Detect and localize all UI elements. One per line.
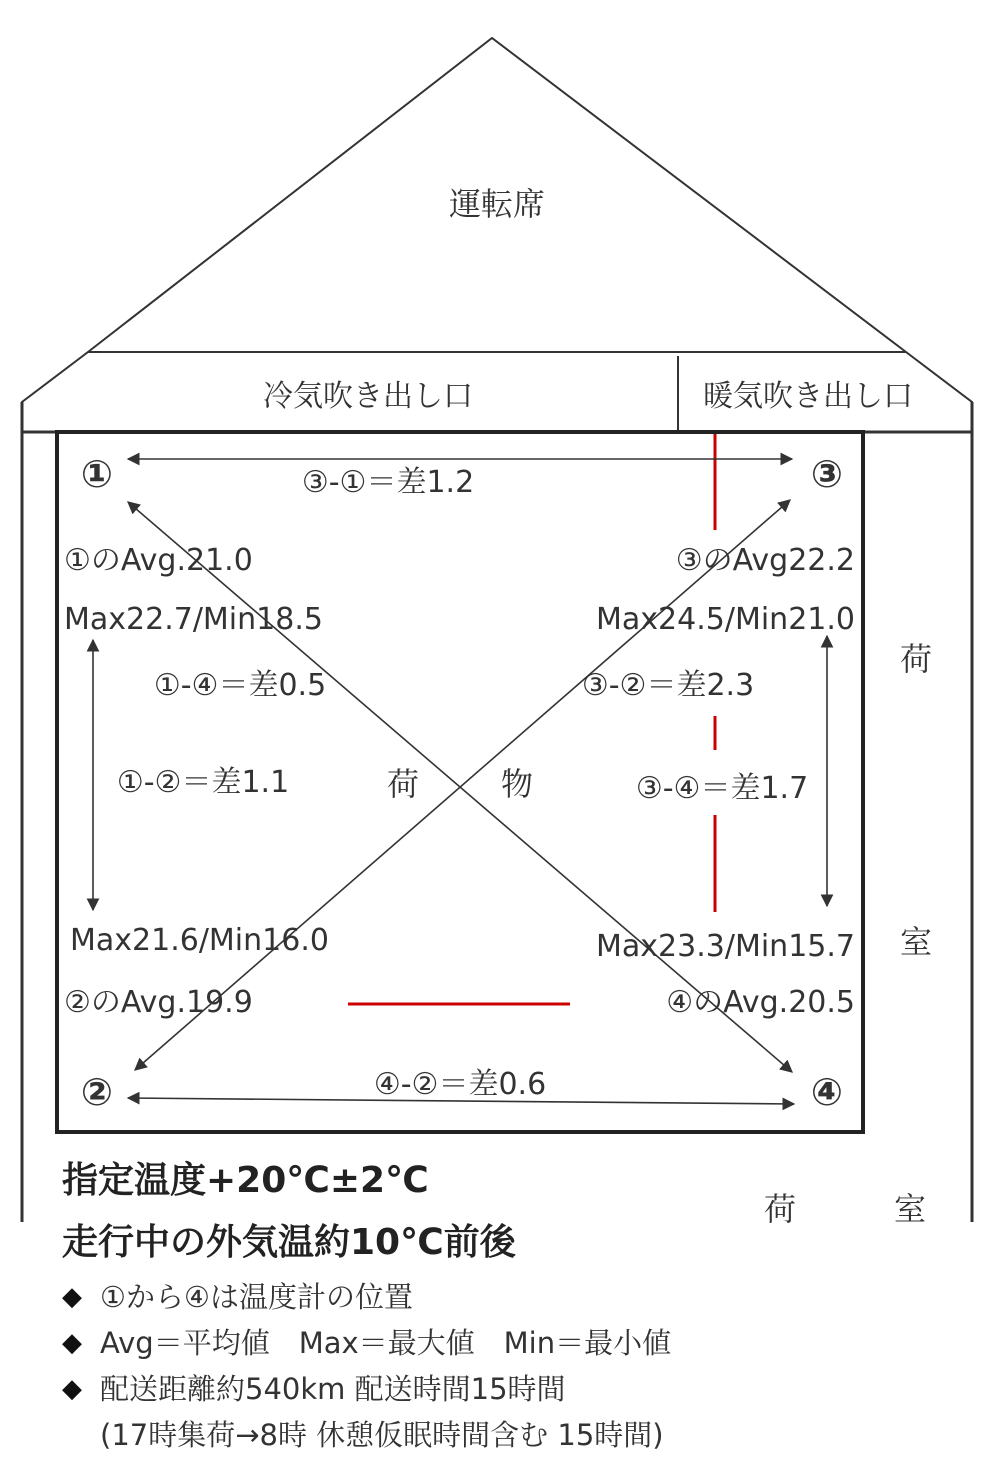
warm-air-vent-label: 暖気吹き出し口 [703, 379, 913, 414]
diff-3-4: ③-④＝差1.7 [635, 771, 809, 806]
cargo-room-side-bottom: 室 [899, 923, 933, 961]
driver-seat-label: 運転席 [448, 185, 546, 223]
cargo-room-bottom-right: 室 [893, 1190, 927, 1228]
diff-3-1: ③-①＝差1.2 [301, 465, 475, 500]
diff-1-2: ①-②＝差1.1 [116, 765, 290, 800]
bullet-item [62, 1366, 962, 1412]
diamond-bullet-icon: ◆ [62, 1328, 82, 1358]
sensor-1-mark: ① [80, 452, 114, 496]
setpoint-note: 指定温度+20℃±2℃ [62, 1160, 429, 1201]
cargo-room-side-top: 荷 [899, 640, 933, 678]
bullet-item [62, 1274, 962, 1320]
bullet-text-3: 配送距離約540km 配送時間15時間 [100, 1372, 566, 1406]
sensor-1-avg: ①のAvg.21.0 [64, 543, 253, 578]
sensor-3-avg: ③のAvg22.2 [675, 543, 855, 578]
cargo-room-bottom-left: 荷 [763, 1190, 797, 1228]
notes-section [62, 1150, 962, 1458]
cargo-label-1: 荷 [386, 765, 420, 803]
sensor-2-avg: ②のAvg.19.9 [64, 985, 253, 1020]
diamond-bullet-icon: ◆ [62, 1374, 82, 1404]
sensor-4-maxmin: Max23.3/Min15.7 [596, 929, 855, 964]
diff-1-4: ①-④＝差0.5 [153, 668, 327, 703]
sensor-2-mark: ② [80, 1070, 114, 1114]
sensor-3-mark: ③ [810, 452, 844, 496]
diff-3-2: ③-②＝差2.3 [581, 668, 755, 703]
sensor-2-maxmin: Max21.6/Min16.0 [70, 923, 329, 958]
sensor-3-maxmin: Max24.5/Min21.0 [596, 602, 855, 637]
cab-outline [22, 38, 972, 430]
bullet-subtext-3: (17時集荷→8時 休憩仮眠時間含む 15時間) [100, 1418, 664, 1452]
sensor-4-mark: ④ [810, 1070, 844, 1114]
bullet-text-1: ①から④は温度計の位置 [100, 1280, 413, 1314]
diff-4-2: ④-②＝差0.6 [373, 1067, 547, 1102]
cargo-label-2: 物 [500, 765, 534, 803]
bullet-item [62, 1320, 962, 1366]
outside-temp-note: 走行中の外気温約10℃前後 [62, 1222, 516, 1263]
sensor-4-avg: ④のAvg.20.5 [666, 985, 855, 1020]
cool-air-vent-label: 冷気吹き出し口 [263, 379, 473, 414]
sensor-1-maxmin: Max22.7/Min18.5 [64, 602, 323, 637]
bullet-text-2: Avg＝平均値 Max＝最大値 Min＝最小値 [100, 1326, 672, 1360]
diamond-bullet-icon: ◆ [62, 1282, 82, 1312]
